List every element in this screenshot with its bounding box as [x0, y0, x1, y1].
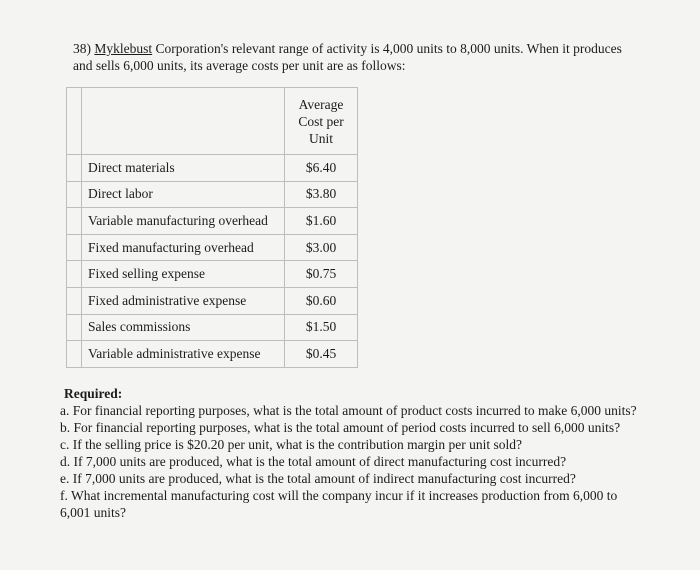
cost-value: $1.50	[285, 314, 358, 341]
cost-value: $0.45	[285, 341, 358, 368]
header-line: Average	[298, 96, 344, 112]
cost-label: Direct materials	[82, 155, 285, 182]
row-spacer	[67, 341, 82, 368]
table-row	[67, 208, 358, 235]
cost-value: $6.40	[285, 155, 358, 182]
cost-table	[66, 87, 358, 368]
cost-value: $3.00	[285, 234, 358, 261]
cost-value: $0.60	[285, 287, 358, 314]
cost-label: Variable administrative expense	[82, 341, 285, 368]
required-item-f: f. What incremental manufacturing cost will the company incur if it increases production from 6,000 to 6,001 units?	[60, 488, 618, 520]
required-section	[60, 385, 640, 521]
question-text	[73, 40, 633, 74]
table-row	[67, 261, 358, 288]
cost-value: $1.60	[285, 208, 358, 235]
required-item-e: e. If 7,000 units are produced, what is the total amount of indirect manufacturing cost incurred?	[60, 471, 576, 486]
required-item-b: b. For financial reporting purposes, what is the total amount of period costs incurred to sell 6,000 units?	[60, 420, 621, 435]
table-row	[67, 287, 358, 314]
row-spacer	[67, 261, 82, 288]
average-cost-header	[285, 88, 358, 155]
table-row	[67, 314, 358, 341]
required-item-a: a. For financial reporting purposes, what is the total amount of product costs incurred to make 6,000 units?	[60, 403, 637, 418]
cost-table-header-row	[67, 88, 358, 155]
cost-value: $0.75	[285, 261, 358, 288]
question-body: Corporation's relevant range of activity is 4,000 units to 8,000 units. When it produces and sells 6,000 units, its average costs per unit are as follows:	[73, 41, 622, 73]
row-spacer	[67, 208, 82, 235]
table-row	[67, 181, 358, 208]
cost-label: Fixed selling expense	[82, 261, 285, 288]
header-label-cell	[82, 88, 285, 155]
question-prefix: 38)	[73, 41, 95, 56]
cost-label: Direct labor	[82, 181, 285, 208]
cost-value: $3.80	[285, 181, 358, 208]
required-item-d: d. If 7,000 units are produced, what is the total amount of direct manufacturing cost incurred?	[60, 454, 567, 469]
company-name: Myklebust	[94, 41, 153, 56]
cost-label: Variable manufacturing overhead	[82, 208, 285, 235]
row-spacer	[67, 181, 82, 208]
cost-label: Sales commissions	[82, 314, 285, 341]
table-row	[67, 155, 358, 182]
cost-label: Fixed administrative expense	[82, 287, 285, 314]
table-row	[67, 234, 358, 261]
header-line: Unit	[308, 130, 333, 146]
header-blank-cell	[67, 88, 82, 155]
row-spacer	[67, 287, 82, 314]
table-row	[67, 341, 358, 368]
required-title: Required:	[64, 386, 123, 401]
required-item-c: c. If the selling price is $20.20 per unit, what is the contribution margin per unit sold?	[60, 437, 523, 452]
row-spacer	[67, 155, 82, 182]
row-spacer	[67, 314, 82, 341]
header-line: Cost per	[298, 113, 344, 129]
row-spacer	[67, 234, 82, 261]
cost-label: Fixed manufacturing overhead	[82, 234, 285, 261]
